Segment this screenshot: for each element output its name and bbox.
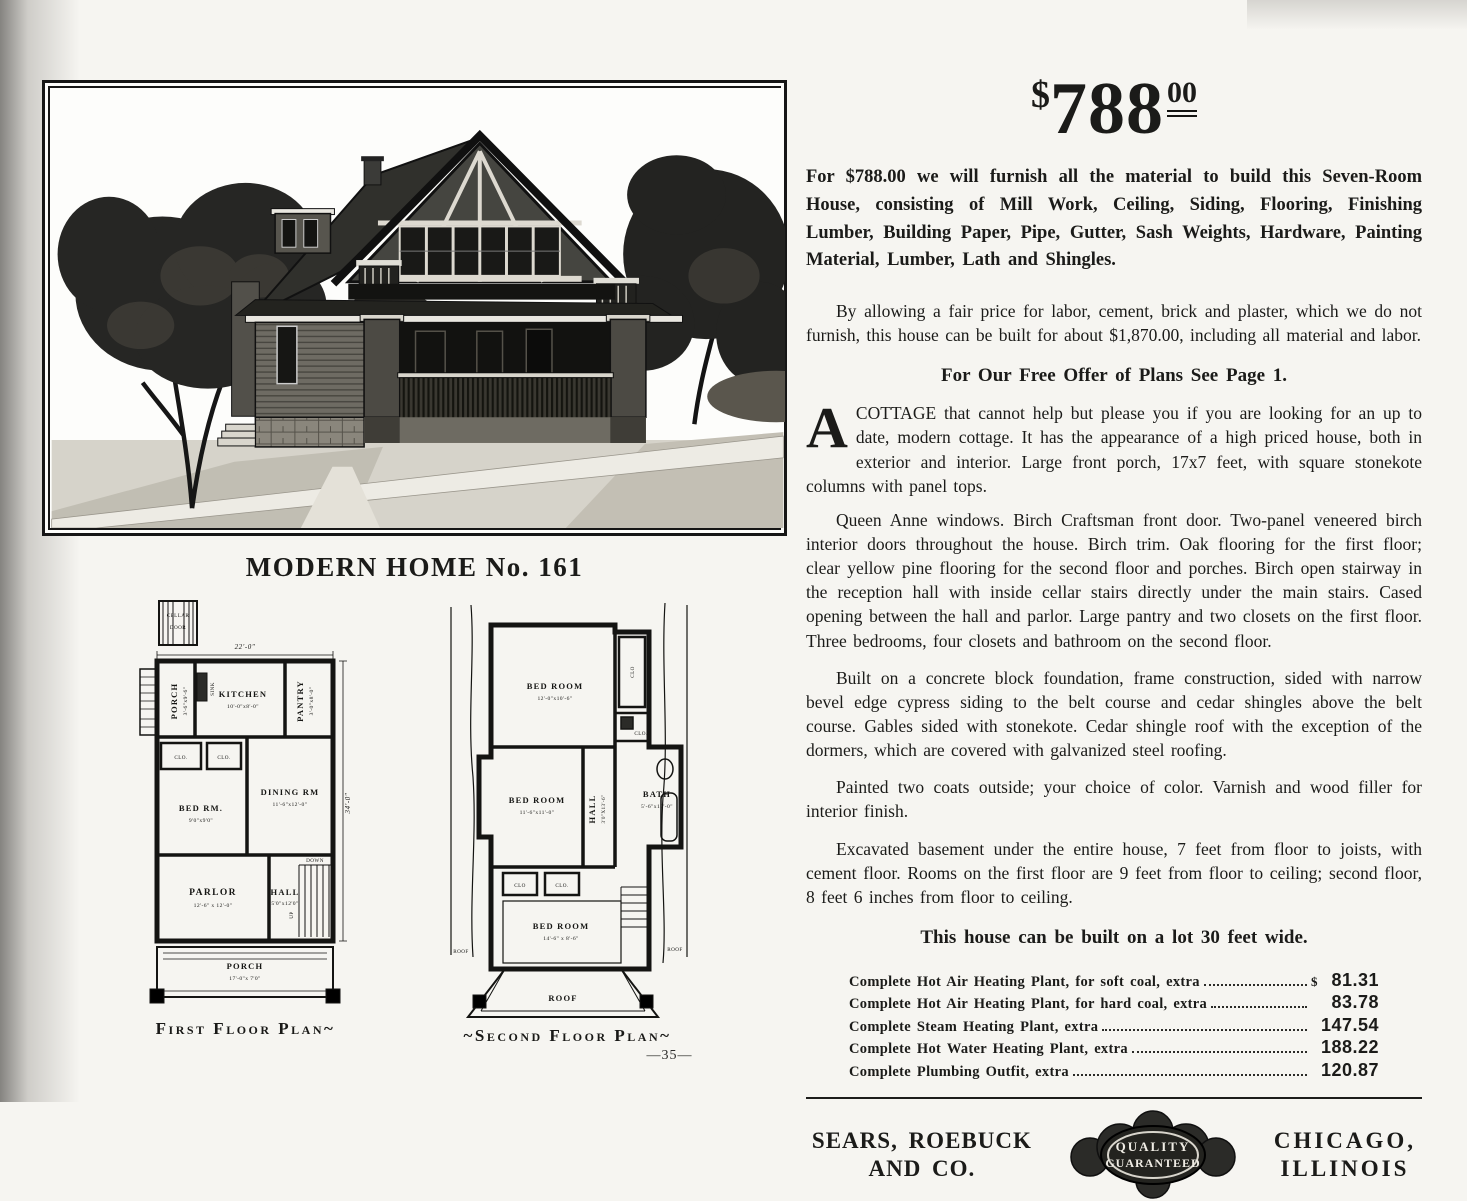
svg-text:9'0"x9'0": 9'0"x9'0" [188, 818, 213, 824]
bedrm-label: BED RM. [178, 803, 223, 813]
clo2-label: CLO. [216, 755, 231, 761]
company-name: SEARS, ROEBUCK AND CO. [811, 1127, 1032, 1182]
extras-row: Complete Steam Heating Plant, extra 147.54 [849, 1014, 1380, 1035]
features-paragraph: Queen Anne windows. Birch Craftsman front door. Two-panel veneered birch interior doors throughout the house. Birch trim. Oak flooring for the first floor; clear yellow pine flooring for the second floor and porches. Birch open stairway in the reception hall with inside cellar stairs directly under the main stairs. Cased opening between the hall and parlor. Large pantry and two closets on the first floor. Three bedrooms, four closets and bathroom on the second floor. [806, 509, 1422, 651]
house-illustration [50, 88, 785, 528]
clo4-label: CLO. [554, 883, 569, 889]
sink-label: SINK [209, 682, 216, 696]
bedroom3-label: BED ROOM [532, 921, 589, 931]
svg-text:10'-0"x8'-0": 10'-0"x8'-0" [226, 704, 259, 710]
price-dollars: 788 [1050, 68, 1164, 150]
construction-paragraph: Built on a concrete block foundation, frame construction, sided with narrow bevel edge cypress siding to the belt course and cedar shingles above the belt course. Gables sided with stonekote. Cedar shingle roof with the exception of the dormers, which are covered with galvanized steel roofing. [806, 667, 1422, 761]
svg-text:17'-0"x 7'0": 17'-0"x 7'0" [228, 976, 261, 982]
page-title: MODERN HOME No. 161 [245, 552, 584, 582]
first-floor-caption: First Floor Plan~ [155, 1019, 336, 1038]
svg-text:3'0"X13'-6": 3'0"X13'-6" [600, 794, 607, 824]
roof-left-label: ROOF [452, 949, 469, 955]
extras-row: Complete Hot Water Heating Plant, extra 188.22 [849, 1037, 1380, 1058]
parlor-label: PARLOR [188, 888, 237, 898]
second-floor-plan [443, 597, 693, 1064]
footer-rule [806, 1097, 1422, 1099]
labor-note-paragraph: By allowing a fair price for labor, cement, brick and plaster, which we do not furnish, this house can be built for about $1,870.00, including all material and labor. [806, 301, 1422, 346]
page-curl-shading [1247, 0, 1467, 30]
clo1-label: CLO. [173, 755, 188, 761]
page-number: —35— [646, 1048, 693, 1063]
intro-paragraph: For $788.00 we will furnish all the material to build this Seven-Room House, consisting of Mill Work, Ceiling, Siding, Flooring, Finishing Lumber, Building Paper, Pipe, Gutter, Sash Weights, Hardware, Painting Material, Lumber, Lath and Shingles. [806, 167, 1422, 271]
bedroom1-label: BED ROOM [526, 681, 583, 691]
illustration-frame [42, 80, 787, 536]
svg-text:3'-6"x9'-6": 3'-6"x9'-6" [182, 686, 189, 716]
extras-row: Complete Hot Air Heating Plant, for hard coal, extra 83.78 [849, 992, 1379, 1013]
porch-side-label: PORCH [168, 682, 179, 720]
pantry-label: PANTRY [294, 680, 305, 722]
down-label: DOWN [305, 858, 324, 864]
svg-text:5'-6"x10'-0": 5'-6"x10'-0" [640, 804, 673, 810]
price-display [806, 68, 1422, 150]
svg-text:11'-6"x12'-0": 11'-6"x12'-0" [272, 802, 307, 808]
roof-bottom-label: ROOF [547, 993, 578, 1003]
plan1-width-dim: 22'-0" [234, 643, 255, 651]
clo-tall-label: CLO [629, 666, 636, 678]
right-column [806, 68, 1422, 1201]
basement-paragraph: Excavated basement under the entire house, 7 feet from floor to joists, with cement floor. Rooms on the first floor are 9 feet from floor to ceiling; second floor, 8 feet 6 inches from floor to ceiling. [806, 838, 1422, 907]
second-floor-plan-drawing [443, 597, 693, 1022]
lot-width-heading: This house can be built on a lot 30 feet wide. [920, 926, 1308, 948]
clo-small-label: CLO. [633, 731, 648, 737]
dotted-leader [1132, 1051, 1307, 1053]
plan1-height-dim: 34'-0" [343, 792, 352, 814]
dining-label: DINING RM [260, 787, 319, 797]
bedroom2-label: BED ROOM [508, 795, 565, 805]
seal-guaranteed-text: GUARANTEED [1105, 1156, 1201, 1171]
bath-label: BATH [642, 789, 671, 799]
floor-plans [42, 597, 787, 1064]
cellar-door-label: CELLAR [166, 613, 189, 619]
first-floor-plan [137, 597, 355, 1039]
extras-row: Complete Plumbing Outfit, extra 120.87 [849, 1059, 1380, 1080]
kitchen-label: KITCHEN [218, 689, 267, 699]
extras-row: Complete Hot Air Heating Plant, for soft coal, extra $ 81.31 [849, 969, 1379, 990]
drop-cap: A [806, 395, 848, 461]
first-floor-plan-drawing [137, 597, 355, 1015]
svg-text:3'-0"x8'-0": 3'-0"x8'-0" [308, 686, 315, 716]
dotted-leader [1211, 1006, 1307, 1008]
up-label: UP [288, 911, 295, 919]
hall-label: HALL [270, 887, 299, 897]
cottage-paragraph: ACOTTAGE that cannot help but please you if you are looking for an up to date, modern cottage. It has the appearance of a high priced house, both in exterior and interior. Large front porch, 17x7 feet, with square stonekote columns with panel tops. [806, 395, 1422, 496]
free-plans-heading: For Our Free Offer of Plans See Page 1. [940, 365, 1288, 387]
company-city: CHICAGO, ILLINOIS [1273, 1127, 1417, 1182]
left-column [42, 80, 787, 1064]
hall2-label: HALL [586, 794, 597, 824]
extras-price-list [849, 969, 1379, 1082]
roof-right-label: ROOF [666, 947, 683, 953]
second-floor-caption: ~Second Floor Plan~ [463, 1026, 672, 1045]
svg-text:12'-0"x10'-6": 12'-0"x10'-6" [536, 696, 573, 702]
publisher-footer [806, 1109, 1422, 1201]
price-cents: 00 [1167, 78, 1197, 117]
svg-text:12'-6" x 12'-0": 12'-6" x 12'-0" [193, 903, 232, 909]
dotted-leader [1102, 1029, 1307, 1031]
dotted-leader [1073, 1074, 1307, 1076]
clo3-label: CLO [513, 883, 526, 889]
svg-text:DOOR: DOOR [169, 625, 186, 631]
seal-quality-text: QUALITY [1115, 1139, 1191, 1155]
dollar-sign: $ [1031, 74, 1050, 116]
dotted-leader [1204, 984, 1307, 986]
porch-front-label: PORCH [226, 961, 263, 971]
svg-text:14'-6" x 8'-6": 14'-6" x 8'-6" [542, 936, 579, 942]
svg-text:11'-6"x11'-0": 11'-6"x11'-0" [519, 810, 554, 816]
paint-paragraph: Painted two coats outside; your choice of color. Varnish and wood filler for interior finish. [806, 777, 1422, 822]
svg-text:5'0"x12'0": 5'0"x12'0" [270, 901, 299, 907]
quality-guaranteed-seal-icon [1058, 1109, 1248, 1201]
